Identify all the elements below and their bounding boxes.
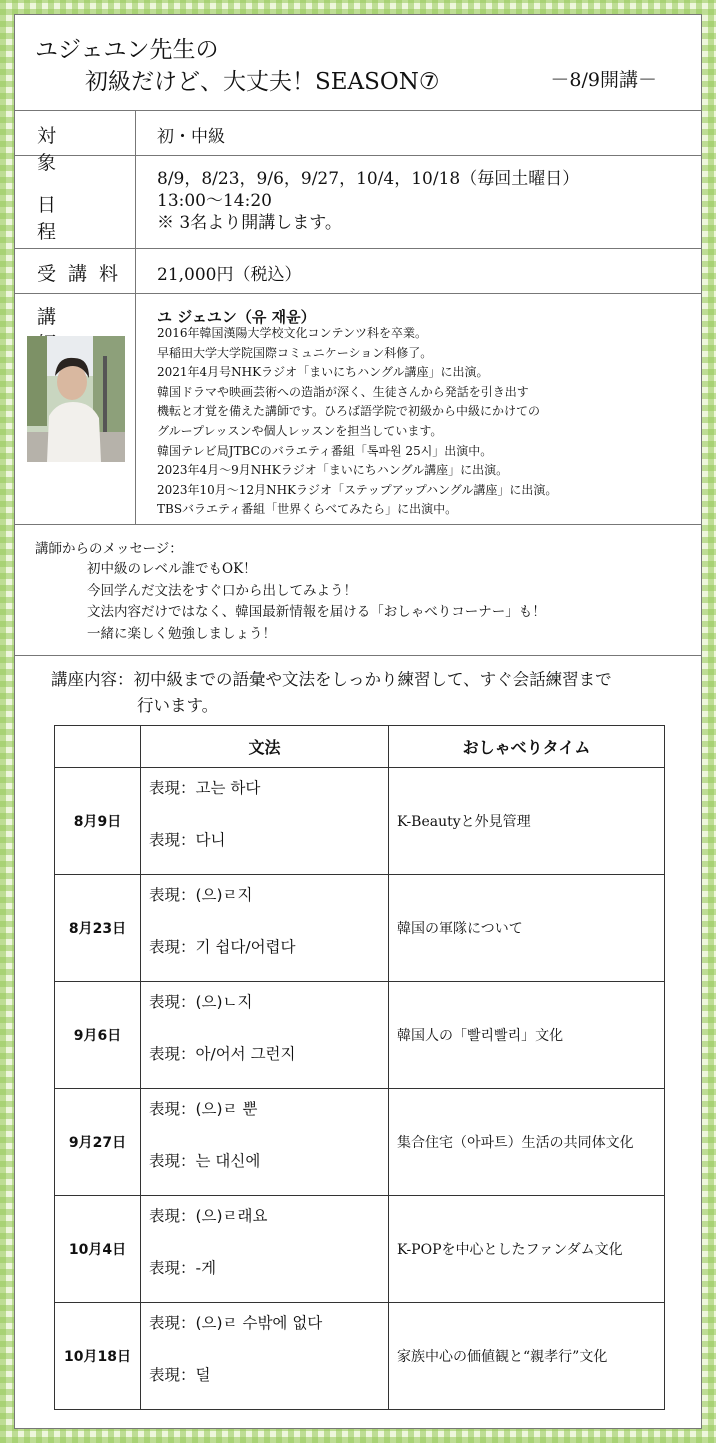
grammar-item: 表現：기 쉽다/어렵다 <box>149 938 296 956</box>
course-description <box>51 667 681 719</box>
header-date <box>55 726 141 768</box>
instructor-photo <box>27 336 125 462</box>
bio-line: 早稲田大学大学院国際コミュニケーション科修了。 <box>157 345 433 360</box>
lesson-talk: K-Beautyと外見管理 <box>389 768 665 875</box>
table-row <box>55 1196 665 1303</box>
table-row <box>55 875 665 982</box>
grammar-item: 表現：고는 하다 <box>149 779 261 797</box>
bio-line: 2023年10月～12月NHKラジオ「ステップアップハングル講座」に出演。 <box>157 482 558 497</box>
lesson-grammar <box>141 1196 389 1303</box>
table-header-row <box>55 726 665 768</box>
grammar-item: 表現：아/어서 그런지 <box>149 1045 296 1063</box>
lesson-grammar <box>141 875 389 982</box>
lesson-grammar <box>141 1089 389 1196</box>
grammar-item: 表現：(으)ㄹ래요 <box>149 1207 268 1225</box>
grammar-item: 表現：(으)ㄹ지 <box>149 886 253 904</box>
bio-line: 2023年4月～9月NHKラジオ「まいにちハングル講座」に出演。 <box>157 463 509 478</box>
instructor-bio <box>157 324 557 520</box>
lesson-date: 8月23日 <box>55 875 141 982</box>
grammar-item: 表現：덜 <box>149 1366 211 1384</box>
table-row <box>55 768 665 875</box>
schedule-dates: 8/9，8/23，9/6，9/27，10/4，10/18（毎回土曜日） <box>157 169 580 189</box>
message-line: 初中級のレベル誰でもOK！ <box>87 561 257 577</box>
lesson-talk: 韓国の軍隊について <box>389 875 665 982</box>
message-line: 一緒に楽しく勉強しましょう！ <box>87 625 276 642</box>
lesson-grammar <box>141 982 389 1089</box>
bio-line: 2016年韓国漢陽大学校文化コンテンツ科を卒業。 <box>157 326 427 340</box>
grammar-item: 表現：(으)ㄹ 수밖에 없다 <box>149 1314 323 1332</box>
table-row <box>55 1089 665 1196</box>
grammar-item: 表現：(으)ㄹ 뿐 <box>149 1100 258 1118</box>
lesson-date: 9月27日 <box>55 1089 141 1196</box>
schedule-time: 13:00～14:20 <box>157 191 272 211</box>
message-section <box>15 525 701 656</box>
fee-value: 21,000円（税込） <box>157 265 302 285</box>
schedule-table <box>54 725 665 1410</box>
grammar-item: 表現：-게 <box>149 1259 217 1277</box>
fee-row <box>15 249 701 294</box>
bio-line: 韓国ドラマや映画芸術への造詣が深く、生徒さんから発話を引き出す <box>157 384 529 399</box>
fee-label: 受講料 <box>37 263 131 285</box>
lesson-grammar <box>141 1303 389 1410</box>
message-line: 今回学んだ文法をすぐ口から出してみよう！ <box>87 582 357 599</box>
schedule-note: ※ 3名より開講します。 <box>157 213 342 233</box>
instructor-label: 講 <box>37 306 95 328</box>
instructor-name: ユ ジェユン（유 재윤） <box>157 308 316 326</box>
flyer <box>14 14 702 1429</box>
target-label: 対象 <box>37 125 95 174</box>
schedule-row <box>15 156 701 249</box>
lesson-date: 10月4日 <box>55 1196 141 1303</box>
bio-line: グループレッスンや個人レッスンを担当しています。 <box>157 423 443 438</box>
bio-line: 機転と才覚を備えた講師です。ひろば語学院で初級から中級にかけての <box>157 404 541 419</box>
table-row <box>55 1303 665 1410</box>
lesson-grammar <box>141 768 389 875</box>
grammar-item: 表現：는 대신에 <box>149 1152 261 1170</box>
lesson-date: 9月6日 <box>55 982 141 1089</box>
title-line1: ユジェユン先生の <box>35 37 219 63</box>
bio-line: 2021年4月号NHKラジオ「まいにちハングル講座」に出演。 <box>157 365 489 380</box>
grammar-item: 表現：(으)ㄴ지 <box>149 993 253 1011</box>
bio-line: TBSバラエティ番組「世界くらべてみたら」に出演中。 <box>157 502 458 517</box>
course-line2: 行います。 <box>137 696 219 715</box>
header-grammar: 文法 <box>141 726 389 768</box>
message-title: 講師からのメッセージ： <box>35 541 183 557</box>
grammar-item: 表現：다니 <box>149 831 226 849</box>
target-row <box>15 111 701 174</box>
message-line: 文法内容だけではなく、韓国最新情報を届ける「おしゃべりコーナー」も！ <box>87 604 546 620</box>
title-line2: 初級だけど、大丈夫！SEASON⑦ <box>85 69 440 95</box>
table-row <box>55 982 665 1089</box>
lesson-date: 8月9日 <box>55 768 141 875</box>
lesson-talk: 韓国人の「빨리빨리」文化 <box>389 982 665 1089</box>
lesson-talk: 集合住宅（아파트）生活の共同体文化 <box>389 1089 665 1196</box>
schedule-label: 日程 <box>37 194 95 243</box>
target-value: 初・中級 <box>157 127 225 147</box>
title-block <box>15 15 701 111</box>
lesson-date: 10月18日 <box>55 1303 141 1410</box>
header-talk: おしゃべりタイム <box>389 726 665 768</box>
lesson-talk: K-POPを中心としたファンダム文化 <box>389 1196 665 1303</box>
bio-line: 韓国テレビ局JTBCのバラエティ番組「톡파원 25시」出演中。 <box>157 443 493 458</box>
instructor-row <box>15 294 701 525</box>
start-date: －8/9開講－ <box>550 69 657 91</box>
course-line1: 講座内容：初中級までの語彙や文法をしっかり練習して、すぐ会話練習まで <box>51 670 612 689</box>
lesson-talk: 家族中心の価値観と“親孝行”文化 <box>389 1303 665 1410</box>
